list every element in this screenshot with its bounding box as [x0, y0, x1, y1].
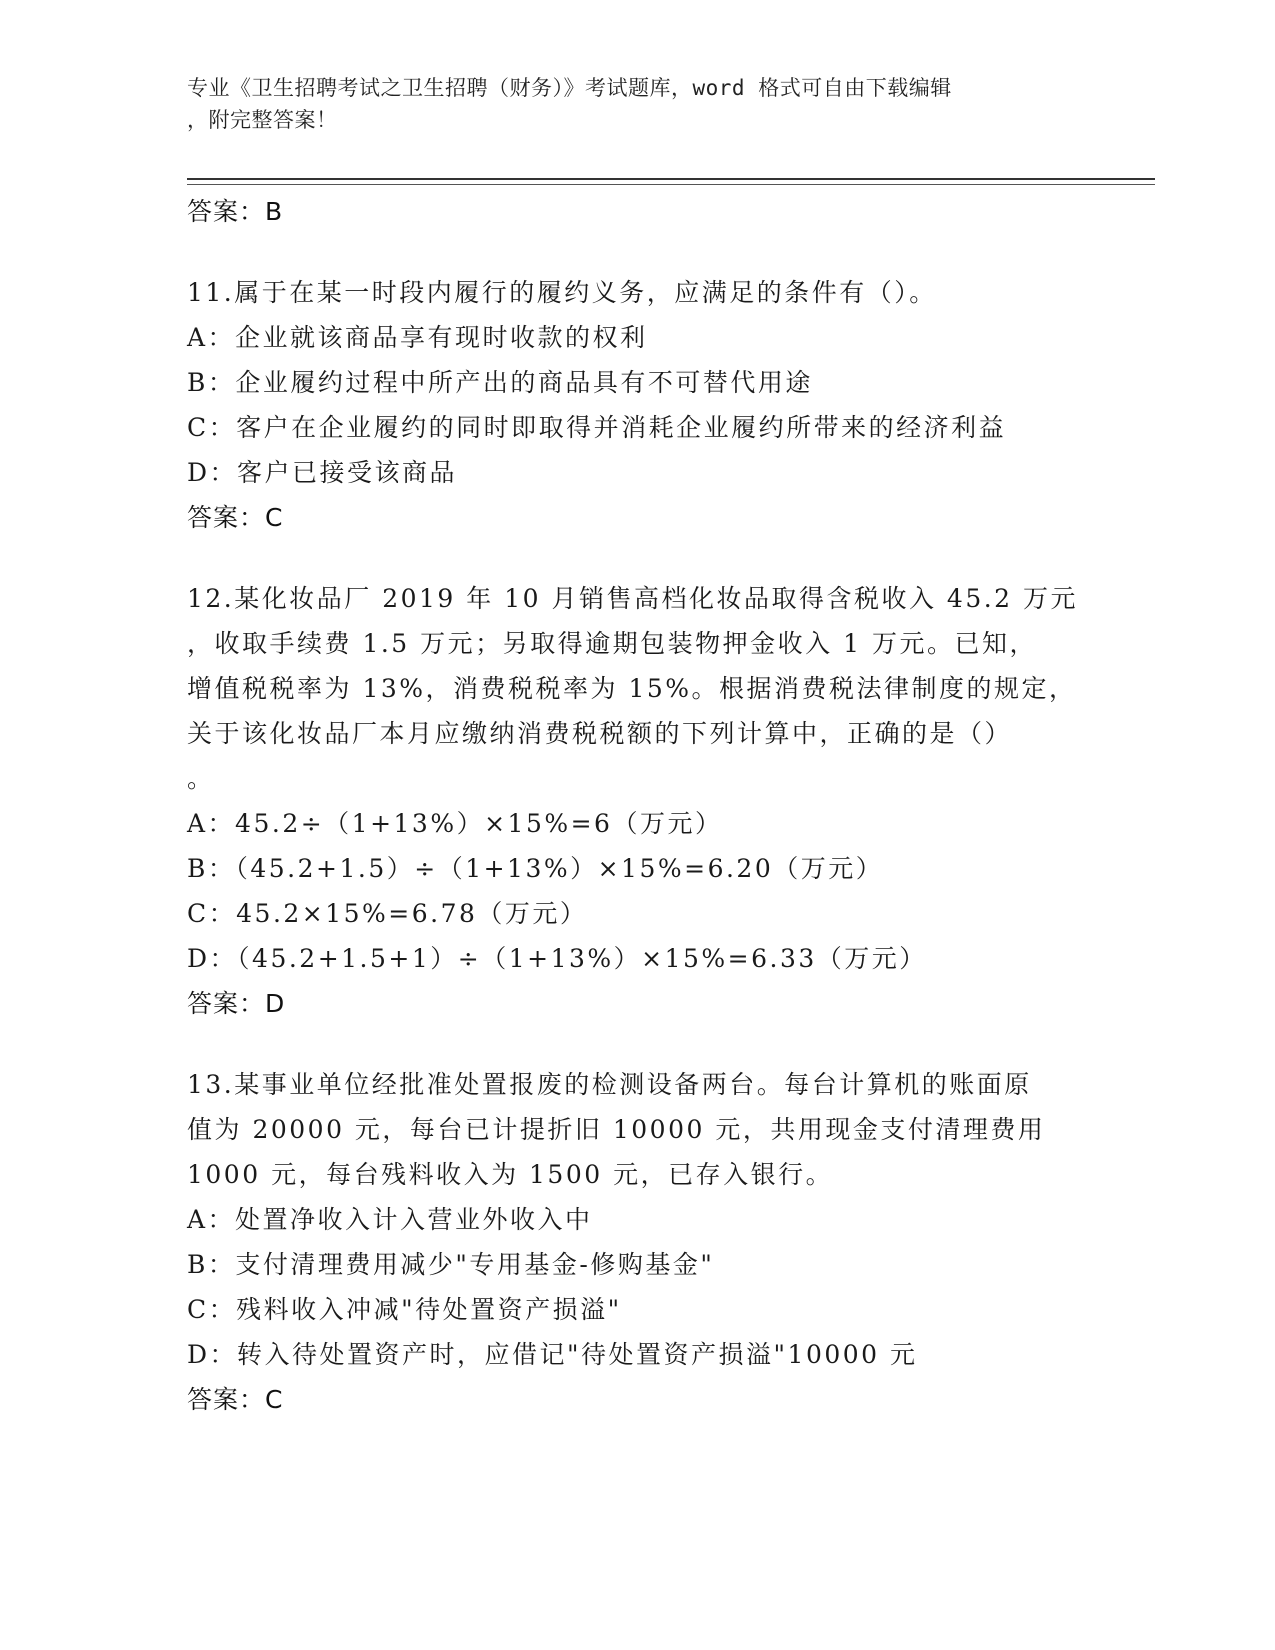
answer-line: 答案：C — [187, 503, 284, 532]
question-stem-line-1: 12.某化妆品厂 2019 年 10 月销售高档化妆品取得含税收入 45.2 万元 — [187, 584, 1079, 613]
question-stem-line-3: 增值税税率为 13%，消费税税率为 15%。根据消费税法律制度的规定， — [187, 674, 1077, 703]
header-line-1: 专业《卫生招聘考试之卫生招聘（财务）》考试题库，word 格式可自由下载编辑 — [187, 76, 952, 100]
option-c: C：残料收入冲减"待处置资产损溢" — [187, 1295, 622, 1324]
option-c: C：客户在企业履约的同时即取得并消耗企业履约所带来的经济利益 — [187, 413, 1007, 442]
question-block-12 — [187, 576, 1087, 1026]
question-block-13 — [187, 1062, 1087, 1422]
header-rule-thin — [187, 184, 1155, 185]
question-stem-line-3: 1000 元，每台残料收入为 1500 元，已存入银行。 — [187, 1160, 834, 1189]
option-b: B：支付清理费用减少"专用基金-修购基金" — [187, 1250, 715, 1279]
option-d: D：客户已接受该商品 — [187, 458, 458, 487]
question-stem-line-2: ，收取手续费 1.5 万元；另取得逾期包装物押金收入 1 万元。已知， — [187, 629, 1037, 658]
document-header — [187, 72, 1067, 136]
question-stem-line-5: 。 — [187, 764, 215, 793]
option-b: B：（45.2+1.5）÷（1+13%）×15%=6.20（万元） — [187, 854, 884, 883]
document-body — [187, 189, 1087, 1422]
header-line-2: ，附完整答案！ — [187, 108, 338, 132]
option-c: C：45.2×15%=6.78（万元） — [187, 899, 588, 928]
question-stem-line-2: 值为 20000 元，每台已计提折旧 10000 元，共用现金支付清理费用 — [187, 1115, 1046, 1144]
option-a: A：45.2÷（1+13%）×15%=6（万元） — [187, 809, 723, 838]
header-rule-thick — [187, 178, 1155, 180]
option-d: D：转入待处置资产时，应借记"待处置资产损溢"10000 元 — [187, 1340, 918, 1369]
question-stem-line-1: 13.某事业单位经批准处置报废的检测设备两台。每台计算机的账面原 — [187, 1070, 1032, 1099]
question-stem-line-4: 关于该化妆品厂本月应缴纳消费税税额的下列计算中，正确的是（） — [187, 719, 1013, 748]
option-b: B：企业履约过程中所产出的商品具有不可替代用途 — [187, 368, 813, 397]
question-stem: 11.属于在某一时段内履行的履约义务，应满足的条件有（）。 — [187, 278, 937, 307]
option-d: D：（45.2+1.5+1）÷（1+13%）×15%=6.33（万元） — [187, 944, 927, 973]
answer-line: 答案：D — [187, 989, 286, 1018]
question-block-11 — [187, 270, 1087, 540]
answer-line: 答案：B — [187, 197, 284, 226]
option-a: A：企业就该商品享有现时收款的权利 — [187, 323, 648, 352]
option-a: A：处置净收入计入营业外收入中 — [187, 1205, 593, 1234]
answer-line: 答案：C — [187, 1385, 284, 1414]
